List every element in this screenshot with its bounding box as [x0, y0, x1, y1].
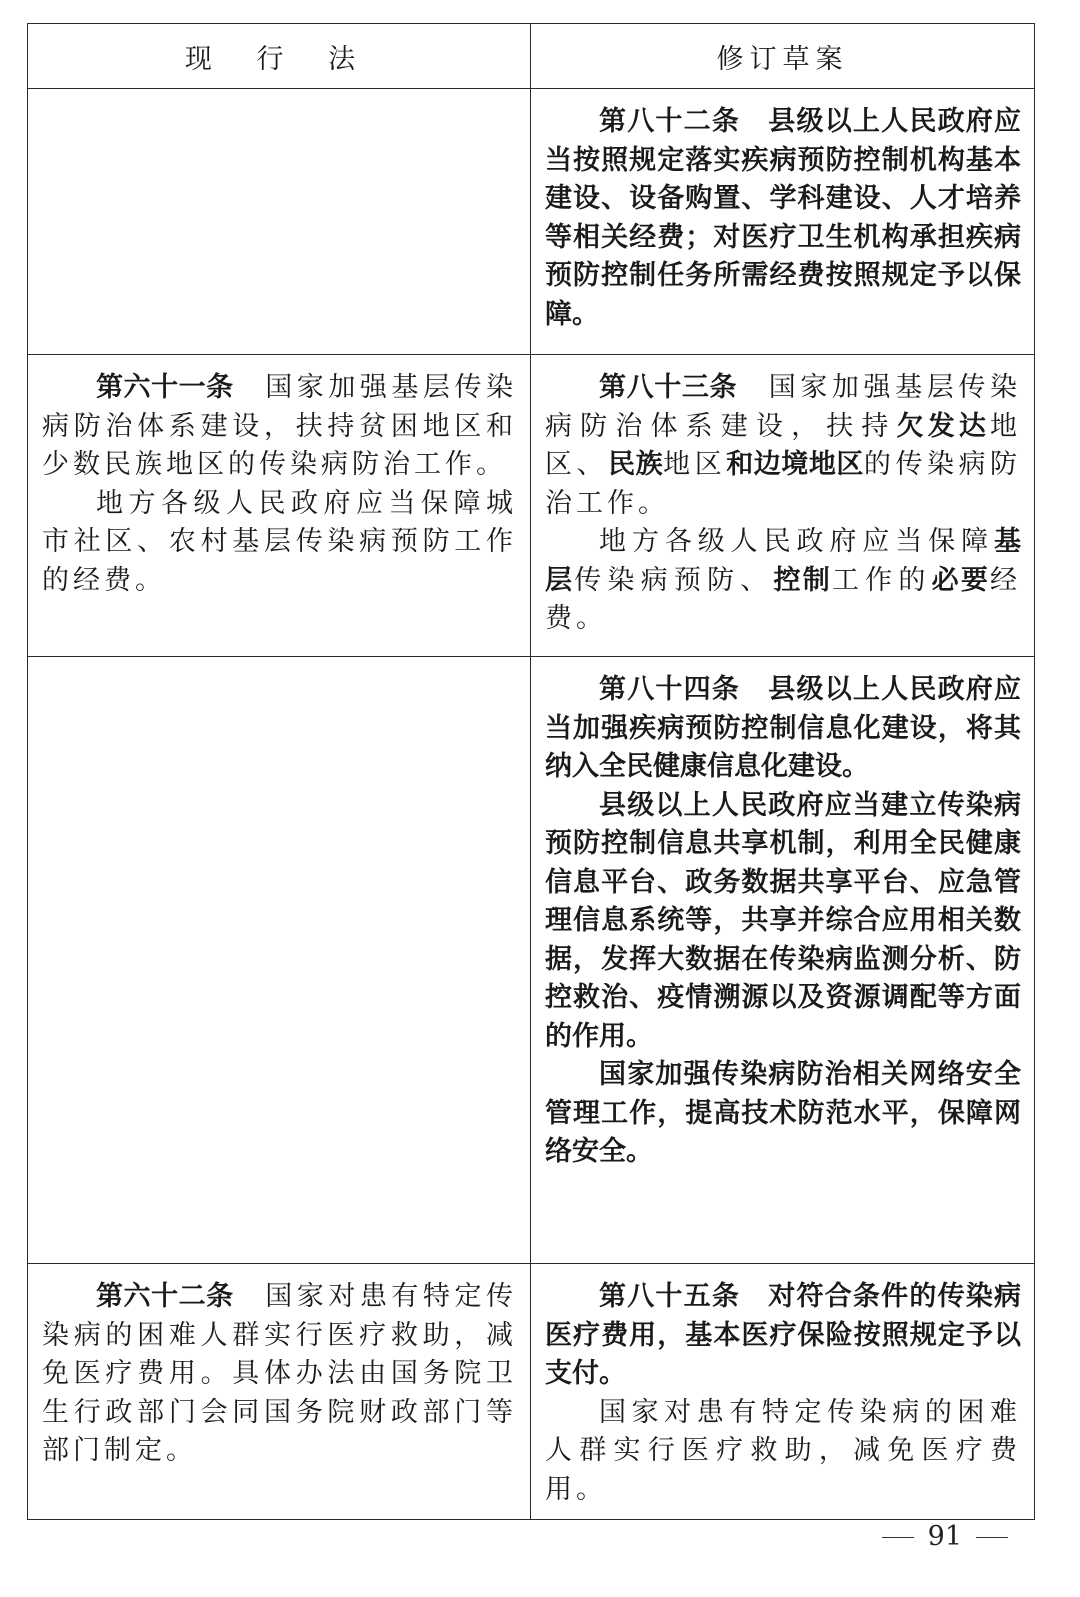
- page-number-value: 91: [927, 1521, 962, 1552]
- text-run: 国家对患有特定传染病的困难人群实行医疗救助，减免医疗费用。具体办法由国务院卫生行政部门会同国务院财政部门等部门制定。: [42, 1281, 518, 1466]
- current-law-cell: [28, 89, 531, 355]
- comparison-table: [27, 23, 1035, 1520]
- bold-text-run: 控制: [773, 564, 832, 596]
- bold-text-run: 第六十二条: [96, 1281, 234, 1312]
- text-run: 国家加强基层传染病防治体系建设，扶持贫困地区和少数民族地区的传染病防治工作。: [42, 372, 518, 480]
- header-revision-draft: 修订草案: [531, 24, 1035, 89]
- text-run: 国家对患有特定传染病的困难人群实行医疗救助，减免医疗费用。: [545, 1396, 1021, 1505]
- text-run: 地区、: [545, 410, 1022, 480]
- article-paragraph: [545, 671, 1021, 787]
- table-row: [28, 355, 1035, 657]
- article-paragraph: [42, 1278, 517, 1471]
- current-law-cell: [28, 355, 531, 657]
- text-run: 地方各级人民政府应当保障城市社区、农村基层传染病预防工作的经费。: [42, 487, 517, 596]
- article-paragraph: [42, 485, 517, 601]
- table-row: [28, 89, 1035, 355]
- text-run: 工作的: [831, 564, 932, 596]
- page-number-dash-right: [976, 1537, 1008, 1538]
- revision-draft-cell: [531, 355, 1035, 657]
- bold-text-run: 欠发达: [896, 410, 991, 442]
- text-run: 传染病预防、: [574, 564, 774, 596]
- current-law-cell: [28, 1264, 531, 1520]
- revision-draft-cell: [531, 657, 1035, 1264]
- bold-text-run: 县级以上人民政府应当建立传染病预防控制信息共享机制，利用全民健康信息平台、政务数据共享平台、应急管理信息系统等，共享并综合应用相关数据，发挥大数据在传染病监测分析、防控救治、疫情溯源以及资源调配等方面的作用。: [545, 789, 1021, 1052]
- bold-text-run: 民族: [608, 449, 664, 480]
- revision-draft-cell: [531, 89, 1035, 355]
- article-paragraph: [545, 787, 1021, 1057]
- article-paragraph: [42, 369, 517, 485]
- article-paragraph: [545, 1056, 1021, 1172]
- bold-text-run: 第八十四条 县级以上人民政府应当加强疾病预防控制信息化建设，将其纳入全民健康信息化建设。: [545, 674, 1021, 782]
- bold-text-run: 和边境地区: [726, 449, 864, 480]
- article-paragraph: [545, 103, 1021, 334]
- article-paragraph: [545, 369, 1021, 523]
- header-current-law: 现 行 法: [28, 24, 531, 89]
- table-row: [28, 657, 1035, 1264]
- article-paragraph: [545, 1278, 1021, 1394]
- page-number: [868, 1521, 1022, 1552]
- article-paragraph: [545, 1394, 1021, 1510]
- bold-text-run: 第八十五条 对符合条件的传染病医疗费用，基本医疗保险按照规定予以支付。: [545, 1281, 1021, 1389]
- text-run: 地方各级人民政府应当保障: [599, 526, 994, 557]
- bold-text-run: 第八十三条: [599, 372, 738, 403]
- text-run: 经费。: [545, 564, 1022, 634]
- page-number-dash-left: [882, 1537, 914, 1538]
- current-law-cell: [28, 657, 531, 1264]
- bold-text-run: 必要: [931, 564, 991, 596]
- text-run: 地区: [663, 449, 727, 480]
- table-row: [28, 1264, 1035, 1520]
- article-paragraph: [545, 523, 1021, 639]
- text-run: 国家加强基层传染病防治体系建设，扶持: [545, 372, 1022, 442]
- text-run: 的传染病防治工作。: [545, 449, 1022, 519]
- revision-draft-cell: [531, 1264, 1035, 1520]
- bold-text-run: 国家加强传染病防治相关网络安全管理工作，提高技术防范水平，保障网络安全。: [545, 1059, 1021, 1167]
- bold-text-run: 第六十一条: [96, 372, 234, 403]
- table-header-row: [28, 24, 1035, 89]
- bold-text-run: 第八十二条 县级以上人民政府应当按照规定落实疾病预防控制机构基本建设、设备购置、学科建设、人才培养等相关经费；对医疗卫生机构承担疾病预防控制任务所需经费按照规定予以保障。: [545, 106, 1021, 330]
- bold-text-run: 基层: [545, 526, 1021, 596]
